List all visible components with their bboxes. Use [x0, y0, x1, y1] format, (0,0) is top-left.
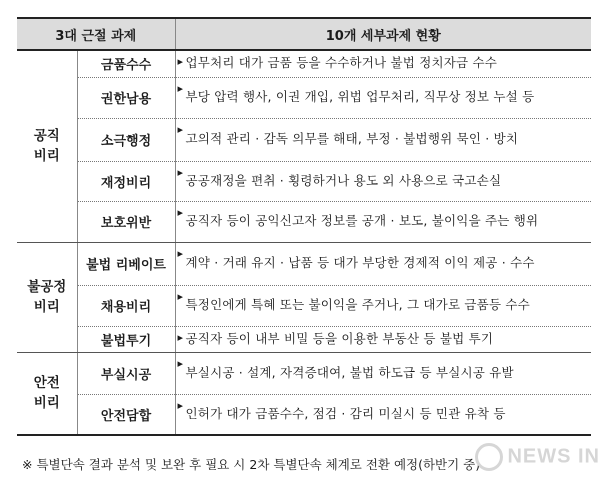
watermark-text: NEWS IN: [507, 445, 600, 468]
table-row: [17, 118, 591, 161]
subtask-desc: ▸ 계약 · 거래 유지 · 납품 등 대가 부당한 경제적 이익 제공 · 수수: [175, 242, 591, 285]
subtask-desc: ▸ 공직자 등이 내부 비밀 등을 이용한 부동산 등 불법 투기: [175, 326, 591, 352]
category-label: 공직: [33, 128, 60, 144]
subtask-name: 금품수수: [77, 50, 175, 77]
table-header-row: [17, 18, 591, 50]
subtask-name: 부실시공: [77, 352, 175, 394]
bullet-icon: ▸: [177, 81, 184, 95]
category-cell: [17, 352, 77, 435]
bullet-icon: ▸: [177, 246, 184, 260]
logo-ring-icon: [475, 443, 503, 471]
watermark-logo: [475, 443, 600, 471]
table-row: [17, 77, 591, 118]
bullet-icon: ▸: [177, 205, 184, 219]
table-row: [17, 326, 591, 352]
bullet-icon: ▸: [177, 356, 184, 370]
table-row: [17, 242, 591, 285]
category-label: 비리: [33, 395, 60, 412]
subtask-name: 보호위반: [77, 201, 175, 242]
bullet-icon: ▸: [177, 55, 184, 68]
bullet-icon: ▸: [177, 330, 184, 344]
category-label: 비리: [33, 299, 60, 315]
table-row: [17, 394, 591, 435]
subtask-name: 소극행정: [77, 118, 175, 161]
subtask-name: 채용비리: [77, 285, 175, 326]
subtask-desc: ▸ 부실시공 · 설계, 자격증대여, 불법 하도급 등 부실시공 유발: [175, 352, 591, 394]
subtask-name: 안전담합: [77, 394, 175, 435]
subtask-name: 불법투기: [77, 326, 175, 352]
category-cell: [17, 242, 77, 352]
category-label: 불공정: [27, 278, 67, 295]
subtask-desc: ▸ 업무처리 대가 금품 등을 수수하거나 불법 정치자금 수수: [175, 50, 591, 77]
subtask-desc: ▸ 공직자 등이 공익신고자 정보를 공개 · 보도, 불이익을 주는 행위: [175, 201, 591, 242]
bullet-icon: ▸: [177, 289, 184, 303]
table-row: [17, 352, 591, 394]
subtask-desc: ▸ 인허가 대가 금품수수, 점검 · 감리 미실시 등 민관 유착 등: [175, 394, 591, 435]
subtask-name: 재정비리: [77, 161, 175, 201]
category-cell: [17, 50, 77, 242]
table-row: [17, 161, 591, 201]
subtask-desc: ▸ 부당 압력 행사, 이권 개입, 위법 업무처리, 직무상 정보 누설 등: [175, 77, 591, 118]
header-col-tasks: 3대 근절 과제: [17, 18, 175, 50]
subtask-desc: ▸ 공공재정을 편취 · 횡령하거나 용도 외 사용으로 국고손실: [175, 161, 591, 201]
subtask-desc: ▸ 특정인에게 특혜 또는 불이익을 주거나, 그 대가로 금품등 수수: [175, 285, 591, 326]
bullet-icon: ▸: [177, 165, 184, 179]
table-row: [17, 50, 591, 77]
table-row: [17, 201, 591, 242]
category-label: 안전: [33, 375, 60, 391]
header-col-details: 10개 세부과제 현황: [175, 18, 591, 50]
subtask-name: 권한남용: [77, 77, 175, 118]
bullet-icon: ▸: [177, 398, 184, 412]
task-table: [17, 17, 591, 436]
category-label: 비리: [33, 148, 60, 165]
subtask-desc: ▸ 고의적 관리 · 감독 의무를 해태, 부정 · 불법행위 묵인 · 방치: [175, 118, 591, 161]
bullet-icon: ▸: [177, 122, 184, 136]
table-row: [17, 285, 591, 326]
subtask-name: 불법 리베이트: [77, 242, 175, 285]
footnote: ※ 특별단속 결과 분석 및 보완 후 필요 시 2차 특별단속 체계로 전환 예정(하반기 중): [22, 457, 481, 472]
